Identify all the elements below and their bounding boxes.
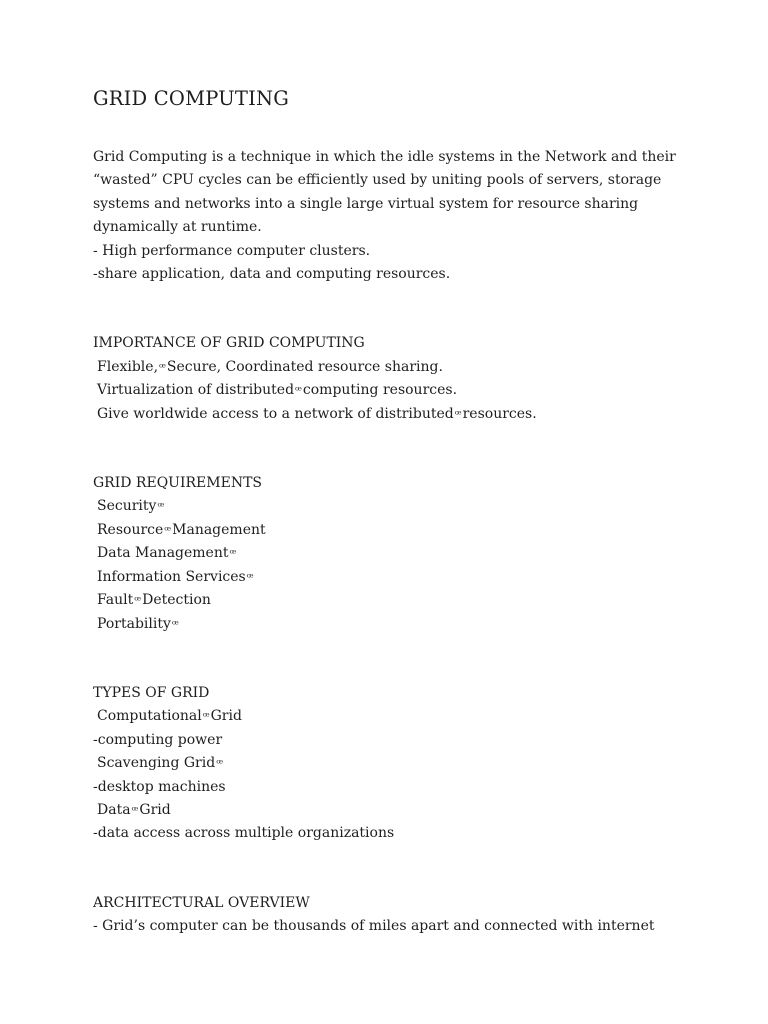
document-page bbox=[93, 86, 713, 939]
intro-paragraph bbox=[93, 146, 713, 286]
item-text: resources. bbox=[462, 405, 537, 422]
item-text: Data Management bbox=[97, 545, 229, 562]
item-text: Management bbox=[172, 521, 266, 538]
section-heading: IMPORTANCE OF GRID COMPUTING bbox=[93, 335, 365, 352]
list-item bbox=[93, 752, 713, 775]
list-item bbox=[93, 799, 713, 822]
item-text: Fault bbox=[97, 592, 134, 609]
list-item bbox=[93, 566, 713, 589]
missing-glyph-icon: ꟹ bbox=[246, 570, 254, 584]
intro-line: Grid Computing is a technique in which the idle systems in the Network and their bbox=[93, 149, 676, 165]
architecture-section bbox=[93, 892, 713, 939]
missing-glyph-icon: ꟹ bbox=[171, 617, 179, 631]
list-item bbox=[93, 613, 713, 636]
item-text: Scavenging Grid bbox=[97, 755, 216, 772]
item-text: Grid bbox=[210, 708, 242, 725]
section-heading: GRID REQUIREMENTS bbox=[93, 475, 262, 492]
item-text: Give worldwide access to a network of distributed bbox=[97, 405, 454, 422]
item-text: Detection bbox=[142, 592, 211, 609]
intro-bullet: -share application, data and computing resources. bbox=[93, 266, 451, 283]
intro-line: dynamically at runtime. bbox=[93, 219, 262, 236]
list-subitem: - Grid’s computer can be thousands of miles apart and connected with internet bbox=[93, 918, 655, 935]
list-item bbox=[93, 542, 713, 565]
types-section bbox=[93, 682, 713, 846]
missing-glyph-icon: ꟹ bbox=[454, 407, 462, 421]
item-text: Virtualization of distributed bbox=[97, 382, 295, 399]
missing-glyph-icon: ꟹ bbox=[131, 803, 139, 817]
item-text: Grid bbox=[139, 801, 171, 818]
item-text: Information Services bbox=[97, 568, 246, 585]
item-text: Resource bbox=[97, 521, 164, 538]
importance-section bbox=[93, 332, 713, 426]
list-item bbox=[93, 519, 713, 542]
item-text: Flexible, bbox=[97, 358, 159, 375]
item-text: Computational bbox=[97, 708, 202, 725]
list-item bbox=[93, 356, 713, 379]
missing-glyph-icon: ꟹ bbox=[134, 594, 142, 608]
requirements-section bbox=[93, 472, 713, 636]
missing-glyph-icon: ꟹ bbox=[157, 500, 165, 514]
list-item bbox=[93, 379, 713, 402]
list-item bbox=[93, 495, 713, 518]
item-text: computing resources. bbox=[302, 382, 458, 399]
intro-line: systems and networks into a single large virtual system for resource sharing bbox=[93, 195, 639, 212]
missing-glyph-icon: ꟹ bbox=[216, 757, 224, 771]
section-heading: TYPES OF GRID bbox=[93, 684, 210, 701]
item-text: Data bbox=[97, 801, 131, 818]
missing-glyph-icon: ꟹ bbox=[202, 710, 210, 724]
list-item bbox=[93, 705, 713, 728]
list-item bbox=[93, 403, 713, 426]
list-subitem: -computing power bbox=[93, 731, 223, 748]
list-subitem: -desktop machines bbox=[93, 778, 226, 795]
item-text: Security bbox=[97, 498, 157, 515]
intro-line: “wasted” CPU cycles can be efficiently used by uniting pools of servers, storage bbox=[93, 172, 662, 189]
missing-glyph-icon: ꟹ bbox=[159, 360, 166, 374]
item-text: Portability bbox=[97, 615, 171, 632]
item-text: Secure, Coordinated resource sharing. bbox=[166, 358, 443, 375]
list-subitem: -data access across multiple organizations bbox=[93, 825, 395, 842]
section-heading: ARCHITECTURAL OVERVIEW bbox=[93, 894, 310, 911]
missing-glyph-icon: ꟹ bbox=[229, 547, 237, 561]
intro-bullet: - High performance computer clusters. bbox=[93, 242, 371, 259]
list-item bbox=[93, 589, 713, 612]
missing-glyph-icon: ꟹ bbox=[295, 384, 302, 398]
document-title: GRID COMPUTING bbox=[93, 87, 290, 110]
missing-glyph-icon: ꟹ bbox=[164, 523, 172, 537]
